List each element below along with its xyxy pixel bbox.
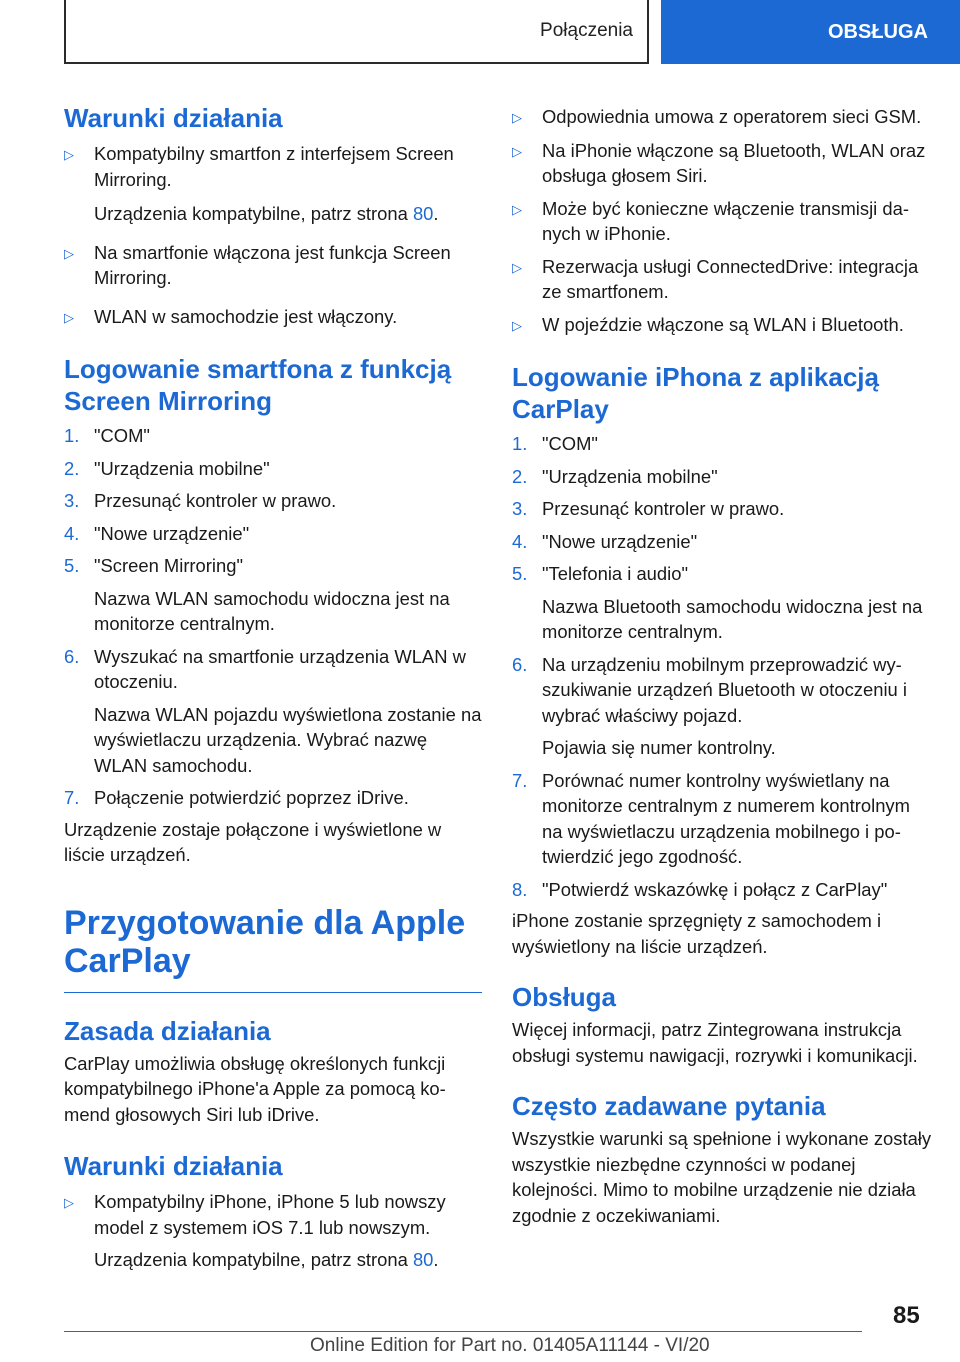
step-number: 6.: [64, 645, 80, 667]
step-note: Nazwa WLAN samochodu widoczna jest na monitorze centralnym.: [94, 587, 450, 634]
list-item: [64, 240, 482, 291]
list-item-text: Na smartfonie włączona jest funkcja Screen Mirroring.: [94, 241, 451, 288]
footer-divider: [64, 1331, 862, 1332]
list-item-text: Odpowiednia umowa z operatorem sieci GSM.: [542, 106, 922, 127]
heading-apple-carplay: Przygotowanie dla Apple CarPlay: [64, 903, 466, 980]
step-note: Pojawia się numer kontrolny.: [542, 737, 776, 758]
paragraph-zasada: CarPlay umożliwia obsługę określonych funkcji kompatybilnego iPhone'a Apple za pomocą komend głosowych Siri lub iDrive.: [64, 1052, 446, 1125]
list-item: [512, 138, 932, 189]
step-number: 5.: [512, 563, 528, 584]
paragraph-obsluga: Więcej informacji, patrz Zintegrowana instrukcja obsługi systemu nawigacji, rozrywki i komunikacji.: [512, 1019, 918, 1066]
step-text: "Screen Mirroring": [94, 555, 243, 576]
triangle-right-outline-icon: ▷: [512, 259, 522, 275]
footer-edition: Online Edition for Part no. 01405A11144 - VI/20: [310, 1335, 710, 1356]
step-item: [64, 553, 482, 579]
step-text: Wyszukać na smartfonie urządzenia WLAN w otoczeniu.: [94, 645, 466, 692]
step-number: 2.: [64, 457, 80, 479]
step-note: Nazwa WLAN pojazdu wyświetlona zostanie na wyświetlaczu urządzenia. Wybrać nazwę WLAN samochodu.: [94, 703, 482, 776]
step-number: 5.: [64, 555, 80, 576]
step-note: Nazwa Bluetooth samochodu widoczna jest na monitorze centralnym.: [542, 595, 923, 642]
step-text: Porównać numer kontrolny wyświetlany na monitorze centralnym z numerem kontrolnym na wyświetlaczu urządzenia mobilnego i potwierdzić jego zgodność.: [542, 769, 910, 867]
step-item: [64, 644, 482, 695]
step-text: "COM": [542, 433, 598, 454]
list-item: [64, 141, 482, 192]
step-number: 7.: [64, 787, 80, 808]
step-text: Na urządzeniu mobilnym przeprowadzić wyszukiwanie urządzeń Bluetooth w otoczeniu i wybrać właściwy pojazd.: [542, 653, 907, 726]
triangle-right-outline-icon: ▷: [512, 110, 522, 125]
step-item: [64, 423, 482, 449]
list-item: [512, 254, 932, 305]
heading-warunki-2: Warunki działania: [64, 1151, 283, 1181]
triangle-right-outline-icon: ▷: [64, 245, 74, 261]
page-number: 85: [893, 1302, 920, 1329]
step-item: [64, 785, 482, 811]
header-tab-label: OBSŁUGA: [828, 20, 928, 43]
list-item: [512, 312, 932, 339]
step-text: "Nowe urządzenie": [94, 522, 250, 544]
triangle-right-outline-icon: ▷: [512, 201, 522, 217]
step-item: [64, 488, 482, 514]
step-number: 7.: [512, 769, 528, 791]
step-item: [512, 877, 932, 903]
step-text: Przesunąć kontroler w prawo.: [542, 498, 785, 519]
header-section-title: Połączenia: [540, 20, 633, 41]
paragraph-after-steps: Urządzenie zostaje połączone i wyświetlone w liście urządzeń.: [64, 818, 442, 865]
list-item: [64, 304, 482, 331]
paragraph-after-steps: iPhone zostanie sprzęgnięty z samochodem i wyświetlony na liście urządzeń.: [512, 910, 882, 957]
step-text: "Urządzenia mobilne": [542, 465, 718, 487]
step-item: [512, 529, 932, 555]
list-item-note: Urządzenia kompatybilne, patrz strona 80.: [94, 1249, 439, 1270]
step-number: 6.: [512, 653, 528, 675]
list-item-note: Urządzenia kompatybilne, patrz strona 80.: [94, 203, 439, 224]
heading-obsluga: Obsługa: [512, 982, 617, 1012]
triangle-right-outline-icon: ▷: [64, 147, 74, 162]
heading-zasada: Zasada działania: [64, 1015, 271, 1046]
step-item: [512, 652, 932, 729]
step-text: Połączenie potwierdzić poprzez iDrive.: [94, 787, 409, 808]
step-text: "Telefonia i audio": [542, 563, 688, 584]
list-item-text: Na iPhonie włączone są Bluetooth, WLAN oraz obsługa głosem Siri.: [542, 139, 926, 186]
triangle-right-outline-icon: ▷: [64, 1195, 74, 1210]
step-item: [512, 561, 932, 587]
step-number: 4.: [64, 522, 80, 544]
heading-logowanie-iphona: Logowanie iPhona z aplikacją CarPlay: [512, 362, 879, 424]
list-item-text: Kompatybilny smartfon z interfejsem Screen Mirroring.: [94, 143, 454, 190]
step-text: "Nowe urządzenie": [542, 530, 698, 552]
heading-faq: Często zadawane pytania: [512, 1091, 826, 1121]
list-item: [64, 1189, 482, 1240]
step-number: 4.: [512, 530, 528, 552]
list-item-text: W pojeździe włączone są WLAN i Bluetooth.: [542, 313, 904, 335]
heading-logowanie-smartfona: Logowanie smartfona z funkcją Screen Mirroring: [64, 354, 452, 416]
step-text: "Urządzenia mobilne": [94, 457, 270, 479]
heading-warunki-1: Warunki działania: [64, 103, 283, 133]
step-number: 1.: [512, 433, 528, 454]
page-link[interactable]: 80: [412, 203, 434, 224]
step-number: 2.: [512, 465, 528, 487]
step-number: 1.: [64, 425, 80, 446]
right-column: [512, 104, 932, 1228]
step-item: [64, 521, 482, 547]
step-number: 8.: [512, 878, 528, 900]
requirements-list: [512, 104, 932, 338]
list-item-text: WLAN w samochodzie jest włączony.: [94, 305, 398, 327]
step-item: [512, 431, 932, 457]
paragraph-faq: Wszystkie warunki są spełnione i wykonane zostały wszystkie niezbędne czynności w podanej kolejności. Mimo to mobilne urządzenie nie działa zgodnie z oczekiwaniami.: [512, 1128, 932, 1226]
list-item-text: Rezerwacja usługi ConnectedDrive: integracja ze smartfonem.: [542, 255, 919, 302]
step-item: [512, 496, 932, 522]
left-column: [64, 92, 482, 1273]
header-section: [64, 0, 649, 64]
step-item: [512, 768, 932, 870]
triangle-right-outline-icon: ▷: [512, 143, 522, 159]
step-item: [512, 464, 932, 490]
list-item-text: Może być konieczne włączenie transmisji danych w iPhonie.: [542, 197, 909, 244]
list-item-text: Kompatybilny iPhone, iPhone 5 lub nowszy model z systemem iOS 7.1 lub nowszym.: [94, 1191, 446, 1238]
list-item: [512, 104, 932, 131]
step-text: Przesunąć kontroler w prawo.: [94, 490, 337, 511]
step-number: 3.: [64, 490, 80, 511]
step-item: [64, 456, 482, 482]
triangle-right-outline-icon: ▷: [64, 309, 74, 325]
steps-list-left: [64, 423, 482, 811]
step-text: "Potwierdź wskazówkę i połącz z CarPlay": [542, 878, 888, 900]
list-item: [512, 196, 932, 247]
section-divider: [64, 992, 482, 993]
header-tab: [661, 0, 960, 64]
warunki-list-2: [64, 1189, 482, 1273]
triangle-right-outline-icon: ▷: [512, 317, 522, 333]
warunki-list-1: [64, 141, 482, 330]
page-link[interactable]: 80: [412, 1249, 434, 1270]
steps-list-right: [512, 431, 932, 902]
step-text: "COM": [94, 425, 150, 446]
step-number: 3.: [512, 498, 528, 519]
